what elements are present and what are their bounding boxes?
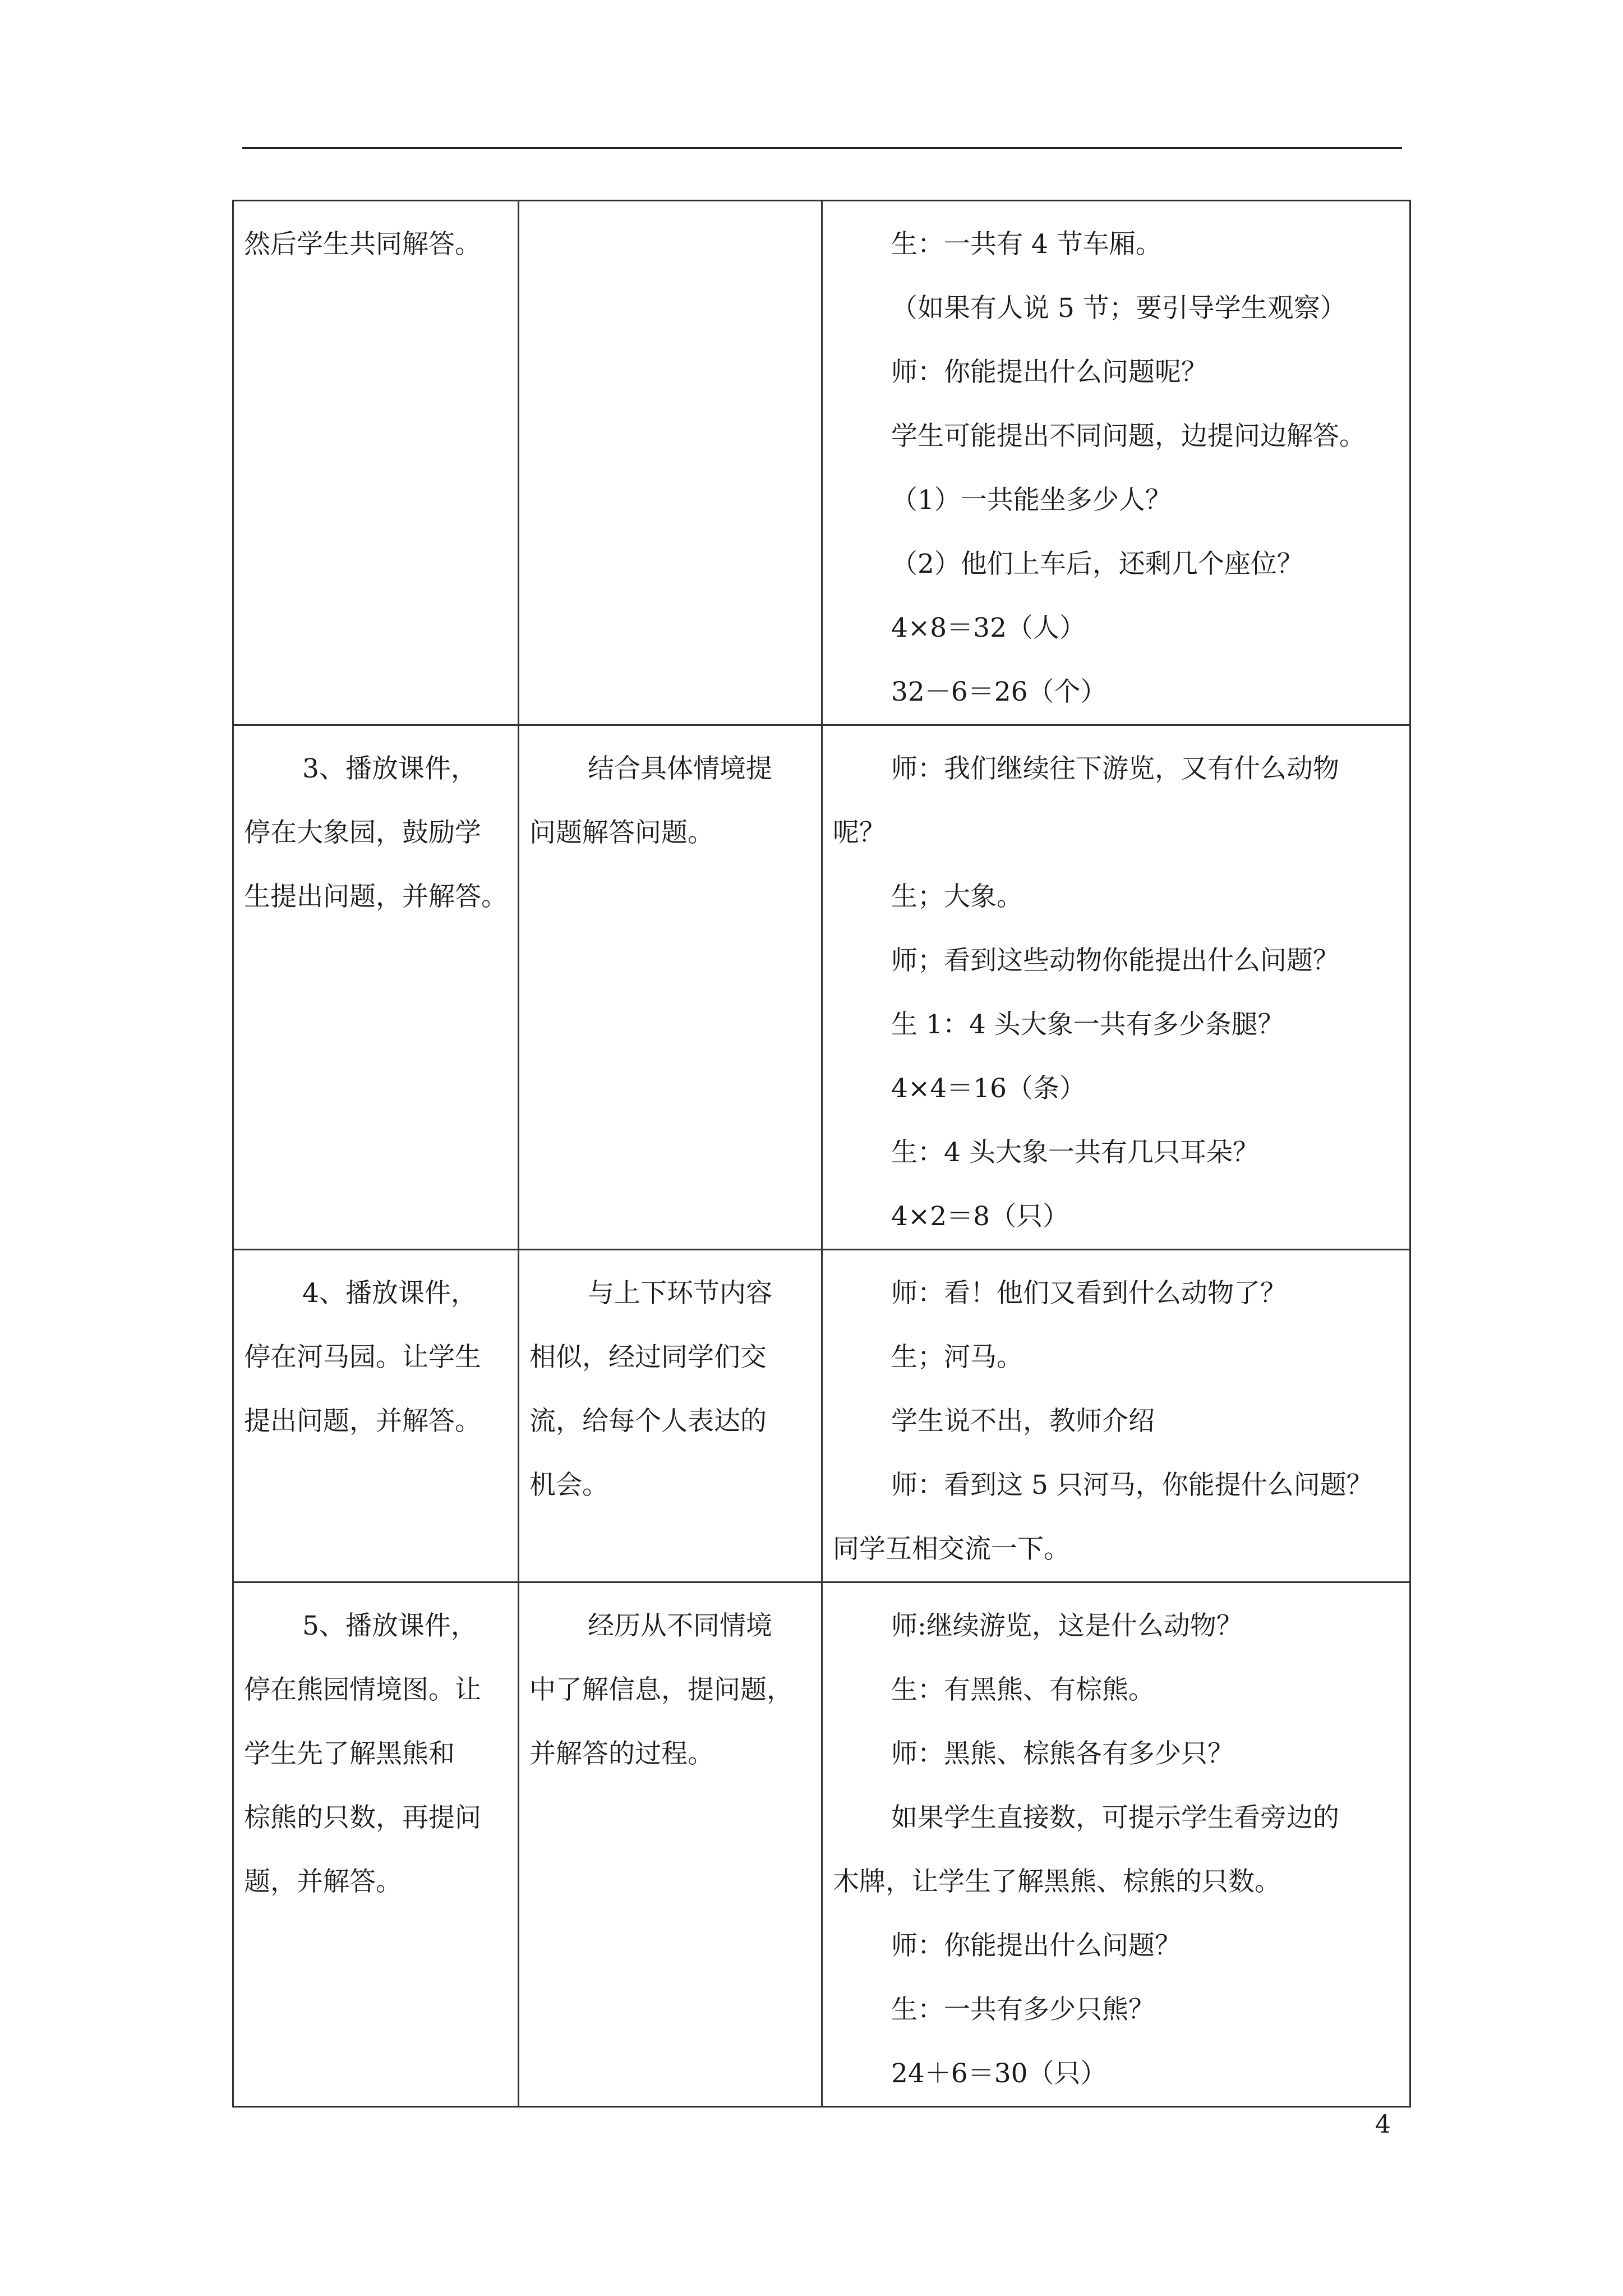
process-line: 同学互相交流一下。 xyxy=(833,1534,1070,1565)
intent-cell xyxy=(519,1250,822,1582)
intent-line: 问题解答问题。 xyxy=(529,817,714,848)
process-line: 32－6＝26（个） xyxy=(891,677,1107,707)
process-line: 4×4＝16（条） xyxy=(891,1073,1086,1104)
activity-cell xyxy=(233,1250,519,1582)
process-line: 生：一共有 4 节车厢。 xyxy=(891,229,1162,260)
process-cell xyxy=(822,1582,1410,2107)
activity-line: 提出问题，并解答。 xyxy=(244,1406,481,1437)
intent-cell xyxy=(519,1582,822,2107)
activity-cell xyxy=(233,725,519,1250)
process-line: （如果有人说 5 节；要引导学生观察） xyxy=(891,293,1347,324)
activity-line: 停在大象园，鼓励学 xyxy=(244,817,481,848)
activity-line: 题，并解答。 xyxy=(244,1866,402,1897)
intent-cell xyxy=(519,201,822,725)
process-line: 生；大象。 xyxy=(891,881,1023,912)
process-cell xyxy=(822,725,1410,1250)
process-line: 24＋6＝30（只） xyxy=(891,2058,1107,2089)
process-line: 生；河马。 xyxy=(891,1342,1023,1373)
activity-line: 3、播放课件， xyxy=(302,753,477,784)
intent-cell xyxy=(519,725,822,1250)
process-line: 师；看到这些动物你能提出什么问题？ xyxy=(891,945,1339,976)
page-number: 4 xyxy=(1375,2110,1391,2139)
process-line: 呢？ xyxy=(833,817,886,848)
intent-line: 并解答的过程。 xyxy=(529,1738,714,1769)
process-line: 师:继续游览，这是什么动物？ xyxy=(891,1611,1243,1641)
process-line: （1）一共能坐多少人？ xyxy=(891,485,1172,516)
activity-line: 5、播放课件， xyxy=(302,1611,477,1641)
activity-line: 然后学生共同解答。 xyxy=(244,229,481,260)
activity-line: 生提出问题，并解答。 xyxy=(244,881,508,912)
process-line: 师：黑熊、棕熊各有多少只？ xyxy=(891,1738,1234,1769)
activity-line: 学生先了解黑熊和 xyxy=(244,1738,455,1769)
activity-line: 棕熊的只数，再提问 xyxy=(244,1802,481,1833)
intent-line: 与上下环节内容 xyxy=(588,1278,772,1309)
lesson-plan-table xyxy=(232,200,1411,2108)
table-row xyxy=(233,201,1410,725)
process-line: 4×2＝8（只） xyxy=(891,1201,1069,1232)
process-line: 生：4 头大象一共有几只耳朵？ xyxy=(891,1137,1259,1168)
process-line: （2）他们上车后，还剩几个座位？ xyxy=(891,549,1303,579)
activity-line: 停在河马园。让学生 xyxy=(244,1342,481,1373)
intent-line: 机会。 xyxy=(529,1470,608,1501)
activity-cell xyxy=(233,201,519,725)
table-row xyxy=(233,1582,1410,2107)
intent-line: 中了解信息，提问题， xyxy=(529,1674,793,1705)
process-line: 师：你能提出什么问题呢？ xyxy=(891,357,1207,388)
process-line: 师：我们继续往下游览，又有什么动物 xyxy=(891,753,1339,784)
process-cell xyxy=(822,201,1410,725)
intent-line: 结合具体情境提 xyxy=(588,753,772,784)
intent-line: 流，给每个人表达的 xyxy=(529,1406,767,1437)
process-line: 学生说不出，教师介绍 xyxy=(891,1406,1155,1437)
process-line: 生 1：4 头大象一共有多少条腿？ xyxy=(891,1009,1284,1040)
process-line: 4×8＝32（人） xyxy=(891,613,1086,643)
process-line: 学生可能提出不同问题，边提问边解答。 xyxy=(891,421,1366,452)
intent-line: 经历从不同情境 xyxy=(588,1611,772,1641)
intent-line: 相似，经过同学们交 xyxy=(529,1342,767,1373)
process-line: 如果学生直接数，可提示学生看旁边的 xyxy=(891,1802,1339,1833)
process-line: 师：你能提出什么问题？ xyxy=(891,1930,1181,1961)
table-row xyxy=(233,725,1410,1250)
process-line: 生：有黑熊、有棕熊。 xyxy=(891,1674,1155,1705)
activity-line: 4、播放课件， xyxy=(302,1278,477,1309)
table-row xyxy=(233,1250,1410,1582)
process-line: 木牌，让学生了解黑熊、棕熊的只数。 xyxy=(833,1866,1281,1897)
header-rule xyxy=(242,147,1402,149)
process-line: 生：一共有多少只熊？ xyxy=(891,1994,1155,2025)
activity-cell xyxy=(233,1582,519,2107)
process-line: 师：看！他们又看到什么动物了？ xyxy=(891,1278,1287,1309)
activity-line: 停在熊园情境图。让 xyxy=(244,1674,481,1705)
process-line: 师：看到这 5 只河马，你能提什么问题？ xyxy=(891,1470,1373,1501)
process-cell xyxy=(822,1250,1410,1582)
